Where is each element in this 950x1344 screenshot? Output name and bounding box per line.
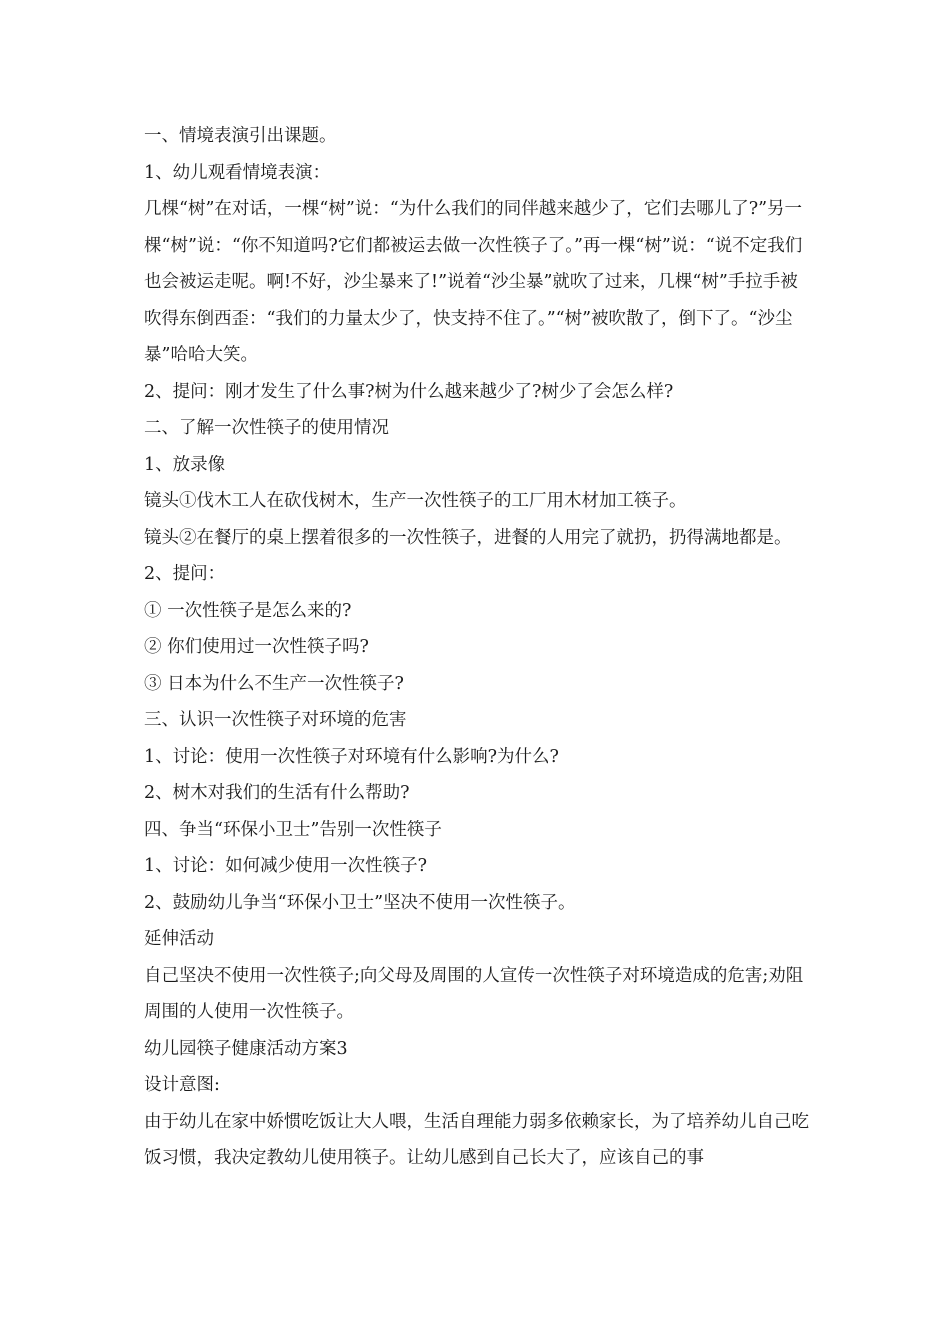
list-item: 2、树木对我们的生活有什么帮助? (144, 783, 410, 803)
section-heading: 设计意图: (144, 1075, 220, 1095)
section-heading: 三、认识一次性筷子对环境的危害 (144, 710, 407, 730)
section-heading: 一、情境表演引出课题。 (144, 126, 337, 146)
body-paragraph: 由于幼儿在家中娇惯吃饭让大人喂，生活自理能力弱多依赖家长，为了培养幼儿自己吃饭习惯，我决定教幼儿使用筷子。让幼儿感到自己长大了，应该自己的事 (144, 1111, 809, 1168)
body-paragraph: 自己坚决不使用一次性筷子;向父母及周围的人宣传一次性筷子对环境造成的危害;劝阻周围的人使用一次性筷子。 (144, 965, 804, 1022)
body-paragraph: 镜头①伐木工人在砍伐树木，生产一次性筷子的工厂用木材加工筷子。 (144, 491, 687, 511)
section-heading: 延伸活动 (144, 929, 214, 949)
body-paragraph: 几棵“树”在对话，一棵“树”说：“为什么我们的同伴越来越少了，它们去哪儿了?”另一棵“树”说：“你不知道吗?它们都被运去做一次性筷子了。”再一棵“树”说：“说不定我们也会被运走呢。啊!不好，沙尘暴来了!”说着“沙尘暴”就吹了过来，几棵“树”手拉手被吹得东倒西歪：“我们的力量太少了，快支持不住了。”“树”被吹散了，倒下了。“沙尘暴”哈哈大笑。 (144, 199, 803, 365)
list-item: ② 你们使用过一次性筷子吗? (144, 637, 369, 657)
list-item: 2、提问： (144, 564, 226, 584)
list-item: ③ 日本为什么不生产一次性筷子? (144, 673, 404, 694)
body-paragraph: 镜头②在餐厅的桌上摆着很多的一次性筷子，进餐的人用完了就扔，扔得满地都是。 (144, 527, 792, 548)
section-title: 幼儿园筷子健康活动方案3 (144, 1038, 348, 1059)
list-item: 1、放录像 (144, 454, 226, 475)
section-heading: 四、争当“环保小卫士”告别一次性筷子 (144, 819, 442, 840)
list-item: ① 一次性筷子是怎么来的? (144, 600, 352, 621)
document-body (144, 118, 810, 1177)
section-heading: 二、了解一次性筷子的使用情况 (144, 418, 389, 438)
list-item: 1、讨论：如何减少使用一次性筷子? (144, 856, 428, 876)
list-item: 2、提问：刚才发生了什么事?树为什么越来越少了?树少了会怎么样? (144, 381, 674, 402)
list-item: 1、幼儿观看情境表演： (144, 162, 331, 183)
list-item: 1、讨论：使用一次性筷子对环境有什么影响?为什么? (144, 746, 559, 767)
list-item: 2、鼓励幼儿争当“环保小卫士”坚决不使用一次性筷子。 (144, 892, 576, 913)
